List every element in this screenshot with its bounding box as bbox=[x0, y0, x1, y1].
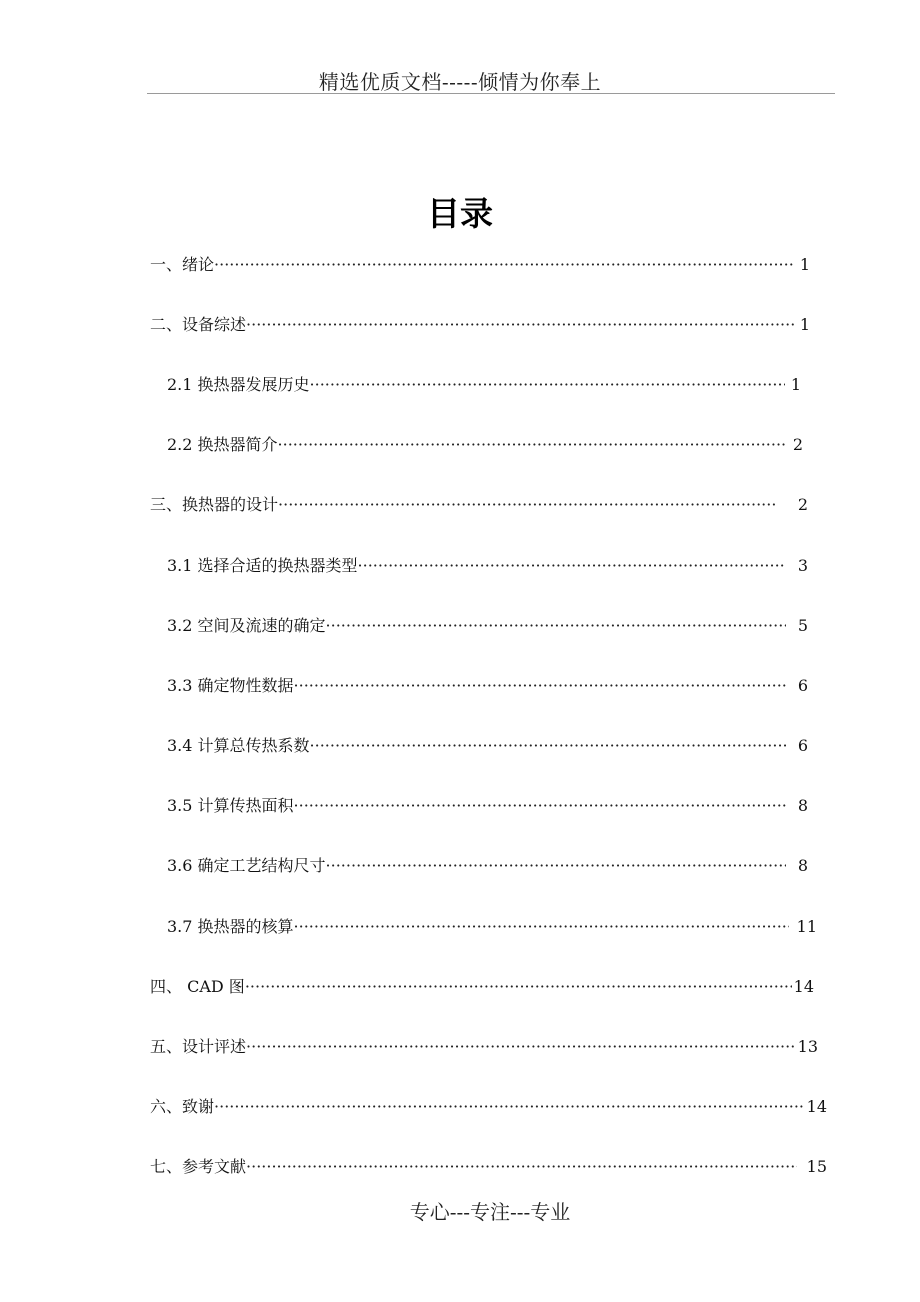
toc-entry-3-5[interactable] bbox=[167, 794, 808, 818]
toc-label: 三、换热器的设计 bbox=[150, 495, 279, 514]
toc-entry-3-4[interactable] bbox=[167, 734, 808, 758]
toc-leader bbox=[246, 1035, 796, 1059]
toc-leader bbox=[214, 1095, 805, 1119]
toc-entry-1[interactable] bbox=[150, 253, 810, 277]
toc-leader bbox=[326, 854, 786, 878]
toc-entry-3-2[interactable] bbox=[167, 614, 808, 638]
toc-label: 3.4 计算总传热系数 bbox=[167, 736, 310, 755]
toc-leader bbox=[214, 253, 794, 277]
header-divider bbox=[147, 93, 835, 94]
toc-page-number: 1 bbox=[799, 315, 810, 334]
toc-page-number: 11 bbox=[796, 917, 817, 936]
toc-label: 五、设计评述 bbox=[150, 1037, 247, 1056]
toc-page-number: 6 bbox=[797, 736, 808, 755]
toc-label: 七、参考文献 bbox=[150, 1157, 247, 1176]
toc-leader bbox=[294, 915, 789, 939]
toc-page-number: 8 bbox=[797, 796, 808, 815]
toc-entry-3-3[interactable] bbox=[167, 674, 808, 698]
toc-page-number: 1 bbox=[799, 255, 810, 274]
toc-entry-3[interactable] bbox=[150, 493, 808, 517]
toc-entry-4[interactable] bbox=[150, 975, 814, 999]
toc-page-number: 2 bbox=[792, 435, 803, 454]
toc-label: 3.2 空间及流速的确定 bbox=[167, 616, 326, 635]
toc-page-number: 15 bbox=[806, 1157, 827, 1176]
toc-page-number: 14 bbox=[806, 1097, 827, 1116]
toc-label: 2.1 换热器发展历史 bbox=[167, 375, 310, 394]
toc-leader bbox=[310, 734, 786, 758]
toc-leader bbox=[246, 1155, 797, 1179]
toc-leader bbox=[358, 554, 786, 578]
toc-entry-2[interactable] bbox=[150, 313, 810, 337]
toc-page-number: 13 bbox=[797, 1037, 818, 1056]
toc-leader bbox=[294, 674, 786, 698]
toc-label: 六、致谢 bbox=[150, 1097, 215, 1116]
toc-page-number: 8 bbox=[797, 856, 808, 875]
toc-page-number: 14 bbox=[793, 977, 814, 996]
toc-label: 3.5 计算传热面积 bbox=[167, 796, 294, 815]
toc-entry-7[interactable] bbox=[150, 1155, 827, 1179]
toc-leader bbox=[278, 433, 787, 457]
toc-entry-3-1[interactable] bbox=[167, 554, 808, 578]
toc-entry-2-1[interactable] bbox=[167, 373, 801, 397]
toc-label: 3.7 换热器的核算 bbox=[167, 917, 294, 936]
page-header: 精选优质文档-----倾情为你奉上 bbox=[318, 70, 602, 94]
toc-entry-2-2[interactable] bbox=[167, 433, 803, 457]
toc-page-number: 6 bbox=[797, 676, 808, 695]
toc-label: 3.3 确定物性数据 bbox=[167, 676, 294, 695]
toc-label: 3.1 选择合适的换热器类型 bbox=[167, 556, 358, 575]
toc-page-number: 5 bbox=[797, 616, 808, 635]
toc-entry-5[interactable] bbox=[150, 1035, 818, 1059]
toc-label: 2.2 换热器简介 bbox=[167, 435, 278, 454]
toc-leader bbox=[246, 313, 794, 337]
page-title: 目录 bbox=[427, 194, 493, 233]
toc-leader bbox=[278, 493, 776, 517]
toc-leader bbox=[294, 794, 786, 818]
toc-label: 一、绪论 bbox=[150, 255, 215, 274]
toc-leader bbox=[326, 614, 786, 638]
toc-leader bbox=[245, 975, 792, 999]
toc-label: 四、 CAD 图 bbox=[150, 977, 245, 996]
toc-page-number: 2 bbox=[797, 495, 808, 514]
toc-entry-6[interactable] bbox=[150, 1095, 827, 1119]
toc-page-number: 1 bbox=[790, 375, 801, 394]
toc-label: 二、设备综述 bbox=[150, 315, 247, 334]
toc-entry-3-7[interactable] bbox=[167, 915, 817, 939]
toc-entry-3-6[interactable] bbox=[167, 854, 808, 878]
toc-leader bbox=[310, 373, 785, 397]
page-footer: 专心---专注---专业 bbox=[409, 1200, 571, 1224]
toc-label: 3.6 确定工艺结构尺寸 bbox=[167, 856, 326, 875]
toc-page-number: 3 bbox=[797, 556, 808, 575]
